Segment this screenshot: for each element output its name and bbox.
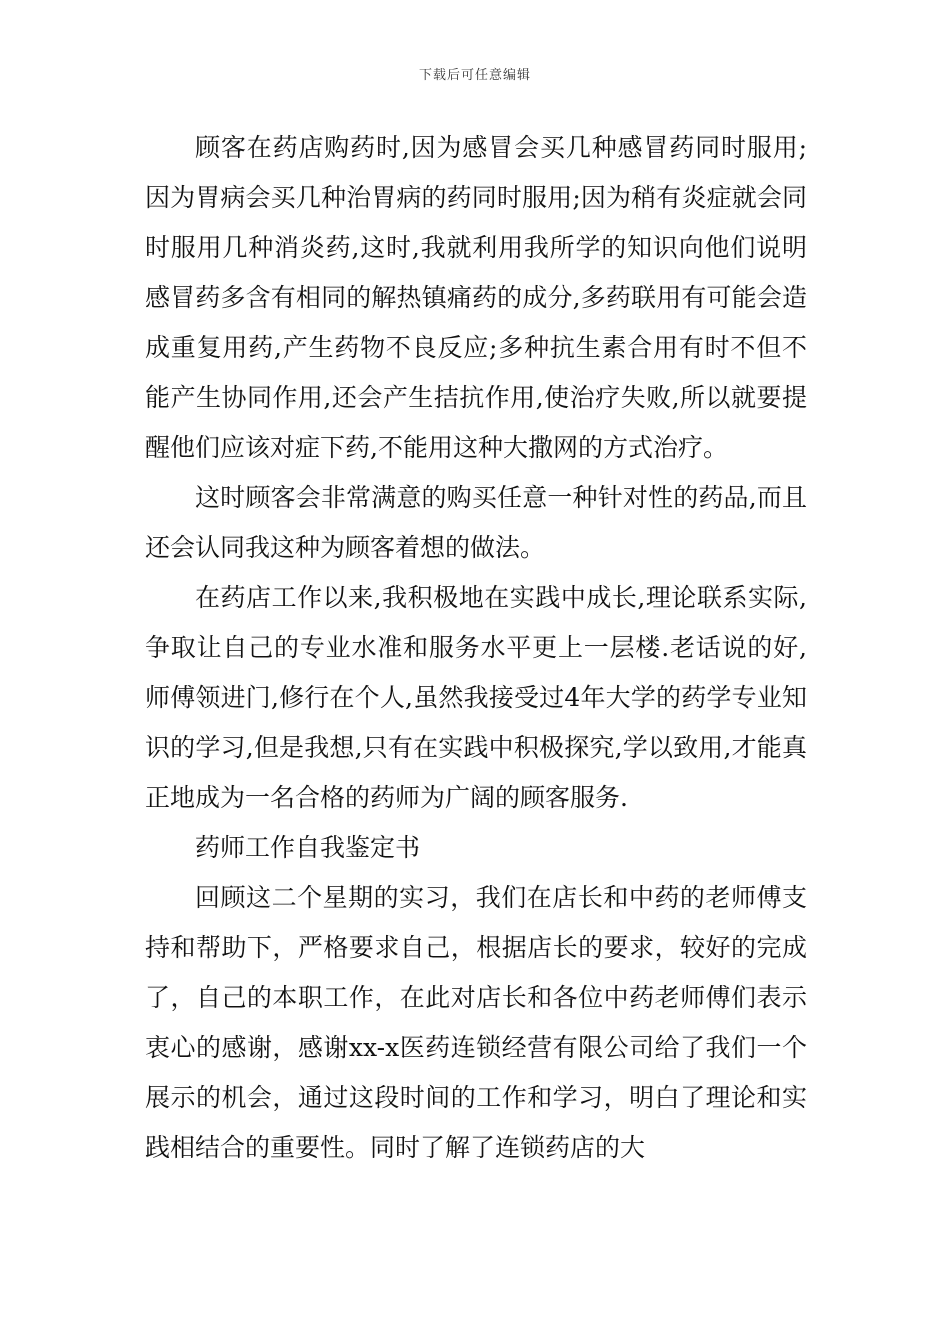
paragraph-internship-review: 回顾这二个星期的实习，我们在店长和中药的老师傅支持和帮助下，严格要求自己，根据店长的要求，较好的完成了，自己的本职工作，在此对店长和各位中药老师傅们表示衷心的感谢，感谢xx-x医药连锁经营有限公司给了我们一个展示的机会，通过这段时间的工作和学习，明白了理论和实践相结合的重要性。同时了解了连锁药店的大	[145, 883, 807, 1162]
header-note: 下载后可任意编辑	[418, 68, 531, 83]
document-body	[145, 123, 807, 1173]
paragraph-practice-growth: 在药店工作以来,我积极地在实践中成长,理论联系实际,争取让自己的专业水准和服务水平更上一层楼.老话说的好,师傅领进门,修行在个人,虽然我接受过4年大学的药学专业知识的学习,但是我想,只有在实践中积极探究,学以致用,才能真正地成为一名合格的药师为广阔的顾客服务.	[145, 583, 807, 812]
paragraph-customer-medication: 顾客在药店购药时,因为感冒会买几种感冒药同时服用;因为胃病会买几种治胃病的药同时服用;因为稍有炎症就会同时服用几种消炎药,这时,我就利用我所学的知识向他们说明感冒药多含有相同的解热镇痛药的成分,多药联用有可能会造成重复用药,产生药物不良反应;多种抗生素合用有时不但不能产生协同作用,还会产生拮抗作用,使治疗失败,所以就要提醒他们应该对症下药,不能用这种大撒网的方式治疗。	[145, 133, 807, 462]
paragraph-customer-satisfaction: 这时顾客会非常满意的购买任意一种针对性的药品,而且还会认同我这种为顾客着想的做法。	[145, 483, 807, 562]
section-heading: 药师工作自我鉴定书	[195, 833, 421, 862]
